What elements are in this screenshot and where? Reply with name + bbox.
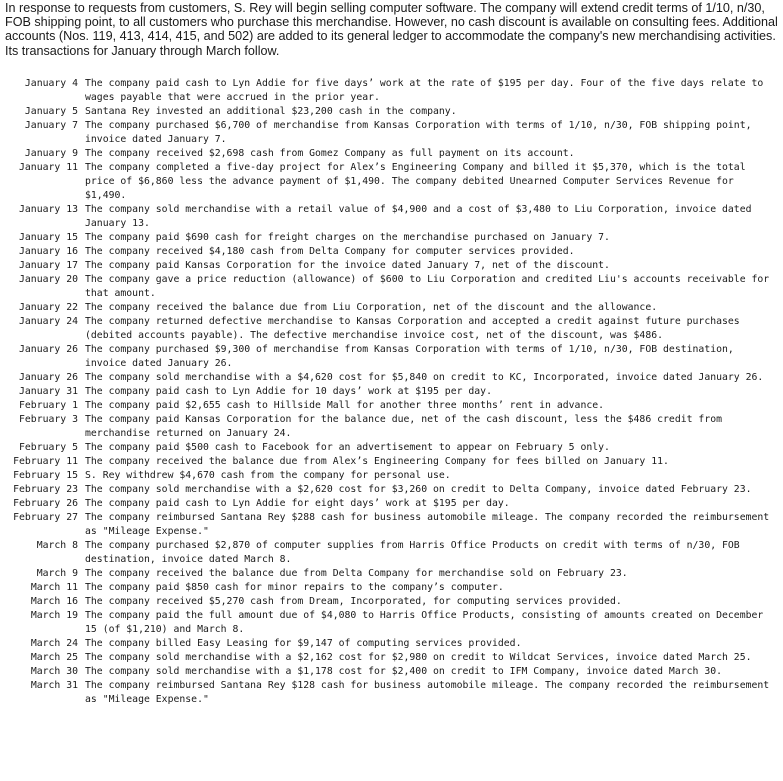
transaction-row — [0, 245, 783, 259]
transaction-date: January 20 — [19, 274, 78, 285]
transaction-date: March 19 — [30, 610, 78, 621]
transaction-description: The company paid Kansas Corporation for the balance due, net of the cash discount, less the $486 credit from merchandise returned on January 24. — [85, 414, 723, 439]
transaction-row — [0, 371, 783, 385]
transaction-description: Santana Rey invested an additional $23,200 cash in the company. — [85, 106, 457, 117]
transaction-row — [0, 273, 783, 301]
transaction-row — [0, 637, 783, 651]
transaction-description: The company received the balance due from Alex’s Engineering Company for fees billed on January 11. — [85, 456, 669, 467]
transaction-row — [0, 567, 783, 581]
transaction-description: The company purchased $2,870 of computer supplies from Harris Office Products on credit with terms of n/30, FOB destination, invoice dated March 8. — [85, 540, 740, 565]
transaction-date: March 11 — [30, 582, 78, 593]
transaction-row — [0, 105, 783, 119]
transaction-row — [0, 497, 783, 511]
transaction-description: The company sold merchandise with a $4,620 cost for $5,840 on credit to KC, Incorporated, invoice dated January 26. — [85, 372, 764, 383]
transaction-date: January 15 — [19, 232, 78, 243]
transaction-row — [0, 161, 783, 203]
transaction-description: The company paid $690 cash for freight charges on the merchandise purchased on January 7. — [85, 232, 610, 243]
transaction-description: The company gave a price reduction (allowance) of $600 to Liu Corporation and credited Liu's accounts receivable for that amount. — [85, 274, 770, 299]
transaction-row — [0, 259, 783, 273]
transaction-row — [0, 203, 783, 231]
transaction-description: The company sold merchandise with a $2,162 cost for $2,980 on credit to Wildcat Services, invoice dated March 25. — [85, 652, 752, 663]
transaction-date: February 27 — [13, 512, 78, 523]
transactions-table — [0, 77, 783, 707]
transaction-description: The company sold merchandise with a $2,620 cost for $3,260 on credit to Delta Company, invoice dated February 23. — [85, 484, 752, 495]
transaction-description: The company billed Easy Leasing for $9,147 of computing services provided. — [85, 638, 522, 649]
transaction-description: S. Rey withdrew $4,670 cash from the company for personal use. — [85, 470, 451, 481]
transaction-date: January 24 — [19, 316, 78, 327]
transaction-row — [0, 539, 783, 567]
transaction-row — [0, 413, 783, 441]
transaction-description: The company paid cash to Lyn Addie for eight days’ work at $195 per day. — [85, 498, 510, 509]
transaction-row — [0, 455, 783, 469]
intro-paragraph: In response to requests from customers, S. Rey will begin selling computer software. The company will extend credit terms of 1/10, n/30, FOB shipping point, to all customers who purchase this merchandise. However, no cash discount is available on consulting fees. Additional accounts (Nos. 119, 413, 414, 415, and 502) are added to its general ledger to accommodate the company's new merchandising activities. Its transactions for January through March follow. — [5, 1, 778, 58]
transaction-date: January 11 — [19, 162, 78, 173]
transaction-date: March 16 — [30, 596, 78, 607]
transaction-date: January 16 — [19, 246, 78, 257]
transaction-date: January 9 — [24, 148, 78, 159]
transaction-date: January 7 — [24, 120, 78, 131]
transaction-date: March 8 — [36, 540, 78, 551]
transaction-date: February 26 — [13, 498, 78, 509]
transaction-row — [0, 469, 783, 483]
transaction-date: January 26 — [19, 344, 78, 355]
transaction-date: January 5 — [24, 106, 78, 117]
transaction-description: The company received $4,180 cash from Delta Company for computer services provided. — [85, 246, 575, 257]
transaction-description: The company paid cash to Lyn Addie for 10 days’ work at $195 per day. — [85, 386, 492, 397]
transaction-row — [0, 77, 783, 105]
transaction-row — [0, 119, 783, 147]
transaction-row — [0, 441, 783, 455]
transaction-row — [0, 315, 783, 343]
transaction-date: February 15 — [13, 470, 78, 481]
transaction-row — [0, 301, 783, 315]
transaction-date: January 4 — [24, 78, 78, 89]
transaction-description: The company paid $850 cash for minor repairs to the company’s computer. — [85, 582, 504, 593]
transaction-row — [0, 609, 783, 637]
transaction-description: The company purchased $9,300 of merchandise from Kansas Corporation with terms of 1/10, n/30, FOB destination, invoice dated January 26. — [85, 344, 734, 369]
transaction-date: January 13 — [19, 204, 78, 215]
transaction-row — [0, 147, 783, 161]
transaction-date: February 5 — [19, 442, 78, 453]
transaction-description: The company paid $500 cash to Facebook for an advertisement to appear on February 5 only. — [85, 442, 610, 453]
transaction-row — [0, 595, 783, 609]
transaction-date: January 17 — [19, 260, 78, 271]
transaction-description: The company reimbursed Santana Rey $288 cash for business automobile mileage. The company recorded the reimbursement as "Mileage Expense." — [85, 512, 770, 537]
transactions-body — [0, 77, 783, 707]
transaction-description: The company completed a five-day project for Alex’s Engineering Company and billed it $5,370, which is the total price of $6,860 less the advance payment of $1,490. The company debited Unearned Computer Services Revenue for $1,490. — [85, 162, 746, 201]
transaction-description: The company received the balance due from Liu Corporation, net of the discount and the allowance. — [85, 302, 658, 313]
transaction-date: March 9 — [36, 568, 78, 579]
transaction-description: The company sold merchandise with a $1,178 cost for $2,400 on credit to IFM Company, invoice dated March 30. — [85, 666, 723, 677]
transaction-date: February 23 — [13, 484, 78, 495]
transaction-date: February 3 — [19, 414, 78, 425]
transaction-row — [0, 581, 783, 595]
transaction-row — [0, 399, 783, 413]
transaction-date: January 31 — [19, 386, 78, 397]
transaction-description: The company purchased $6,700 of merchandise from Kansas Corporation with terms of 1/10, n/30, FOB shipping point, invoice dated January 7. — [85, 120, 752, 145]
transaction-description: The company paid cash to Lyn Addie for five days’ work at the rate of $195 per day. Four of the five days relate to wages payable that were accrued in the prior year. — [85, 78, 764, 103]
transaction-description: The company received the balance due from Delta Company for merchandise sold on February 23. — [85, 568, 628, 579]
transaction-description: The company sold merchandise with a retail value of $4,900 and a cost of $3,480 to Liu Corporation, invoice dated January 13. — [85, 204, 752, 229]
transaction-row — [0, 679, 783, 707]
transaction-description: The company returned defective merchandise to Kansas Corporation and accepted a credit against future purchases (debited accounts payable). The defective merchandise invoice cost, net of the discount, was $486. — [85, 316, 740, 341]
transaction-date: February 1 — [19, 400, 78, 411]
transaction-date: March 31 — [30, 680, 78, 691]
transaction-date: January 22 — [19, 302, 78, 313]
transaction-row — [0, 231, 783, 245]
transaction-description: The company reimbursed Santana Rey $128 cash for business automobile mileage. The company recorded the reimbursement as "Mileage Expense." — [85, 680, 770, 705]
transaction-row — [0, 511, 783, 539]
transaction-date: March 24 — [30, 638, 78, 649]
transaction-description: The company received $5,270 cash from Dream, Incorporated, for computing services provided. — [85, 596, 622, 607]
transaction-row — [0, 665, 783, 679]
transaction-description: The company received $2,698 cash from Gomez Company as full payment on its account. — [85, 148, 575, 159]
transaction-description: The company paid $2,655 cash to Hillside Mall for another three months’ rent in advance. — [85, 400, 605, 411]
transaction-description: The company paid Kansas Corporation for the invoice dated January 7, net of the discount. — [85, 260, 610, 271]
transaction-date: March 25 — [30, 652, 78, 663]
transaction-date: January 26 — [19, 372, 78, 383]
transaction-row — [0, 483, 783, 497]
transaction-row — [0, 343, 783, 371]
transaction-date: March 30 — [30, 666, 78, 677]
transaction-row — [0, 651, 783, 665]
transaction-row — [0, 385, 783, 399]
transaction-date: February 11 — [13, 456, 78, 467]
transaction-description: The company paid the full amount due of $4,080 to Harris Office Products, consisting of amounts created on December 15 (of $1,210) and March 8. — [85, 610, 764, 635]
